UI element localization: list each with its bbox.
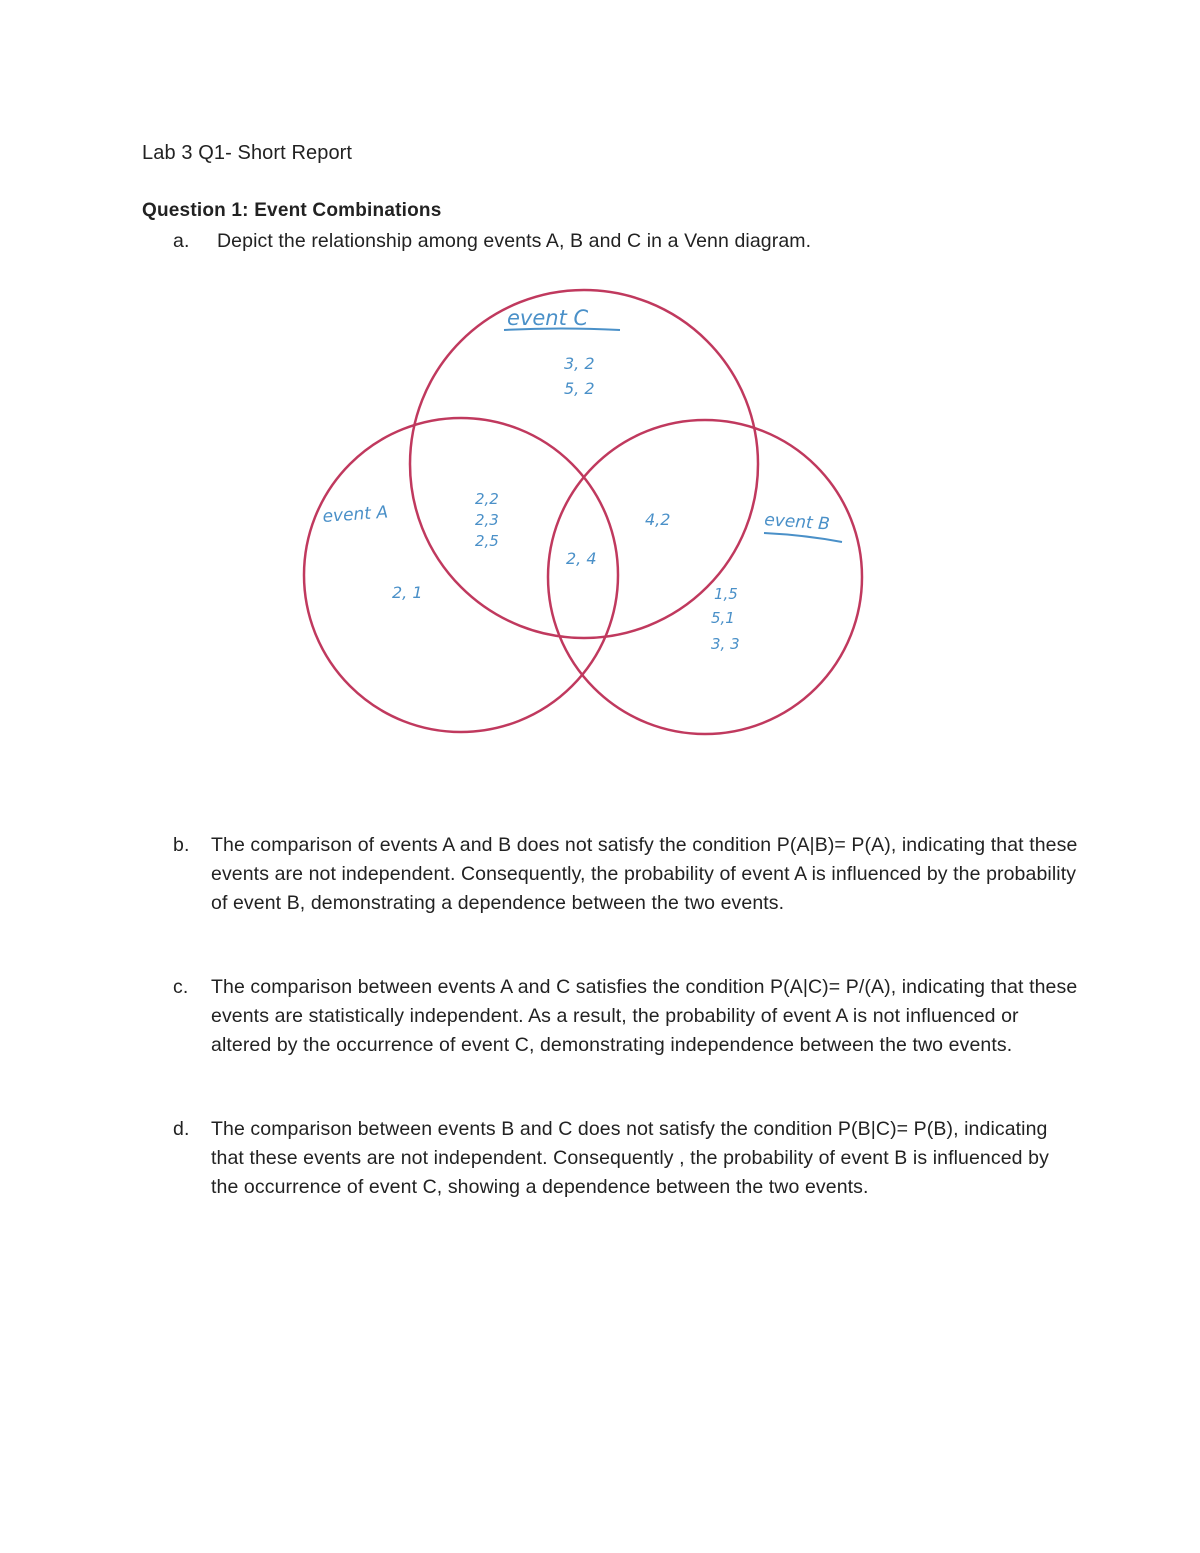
region-a-c-value: 2,3 bbox=[475, 511, 499, 529]
list-marker: a. bbox=[173, 230, 190, 252]
region-a-only-value: 2, 1 bbox=[392, 583, 423, 602]
region-a-b-c-value: 2, 4 bbox=[566, 549, 597, 568]
circle-event-c bbox=[410, 290, 758, 638]
list-text: The comparison of events A and B does not satisfy the condition P(A|B)= P(A), indicating that these events are not independent. Consequently, the probability of event A is influenced by the probability of event B, demonstrating a dependence between the two events. bbox=[211, 834, 1078, 914]
circle-event-a bbox=[304, 418, 618, 732]
list-marker: b. bbox=[173, 834, 190, 856]
region-a-c-value: 2,5 bbox=[475, 532, 499, 550]
event-a-label: event A bbox=[321, 502, 389, 527]
list-item bbox=[173, 227, 1093, 257]
event-b-label: event B bbox=[763, 510, 831, 535]
region-b-c-value: 4,2 bbox=[645, 510, 671, 529]
list-item bbox=[173, 831, 1093, 951]
question-heading: Question 1: Event Combinations bbox=[142, 200, 442, 221]
region-b-only-value: 1,5 bbox=[714, 585, 738, 603]
region-c-only-value: 3, 2 bbox=[564, 354, 595, 373]
list-item bbox=[173, 973, 1093, 1093]
region-a-c-value: 2,2 bbox=[475, 490, 499, 508]
list-marker: c. bbox=[173, 976, 189, 998]
circle-event-b bbox=[548, 420, 862, 734]
page-title: Lab 3 Q1- Short Report bbox=[142, 142, 353, 164]
venn-diagram bbox=[290, 284, 880, 744]
list-item bbox=[173, 1115, 1093, 1235]
event-c-label: event C bbox=[507, 306, 589, 330]
region-b-only-value: 5,1 bbox=[711, 609, 735, 627]
region-b-only-value: 3, 3 bbox=[711, 635, 740, 653]
event-b-underline bbox=[764, 533, 842, 542]
list-text: The comparison between events A and C satisfies the condition P(A|C)= P/(A), indicating that these events are statistically independent. As a result, the probability of event A is not influenced or altered by the occurrence of event C, demonstrating independence between the two events. bbox=[211, 976, 1078, 1056]
list-marker: d. bbox=[173, 1118, 190, 1140]
list-text: The comparison between events B and C does not satisfy the condition P(B|C)= P(B), indicating that these events are not independent. Consequently , the probability of event B is influenced by the occurrence of event C, showing a dependence between the two events. bbox=[211, 1118, 1049, 1198]
region-c-only-value: 5, 2 bbox=[564, 379, 595, 398]
list-text: Depict the relationship among events A, B and C in a Venn diagram. bbox=[217, 230, 812, 252]
